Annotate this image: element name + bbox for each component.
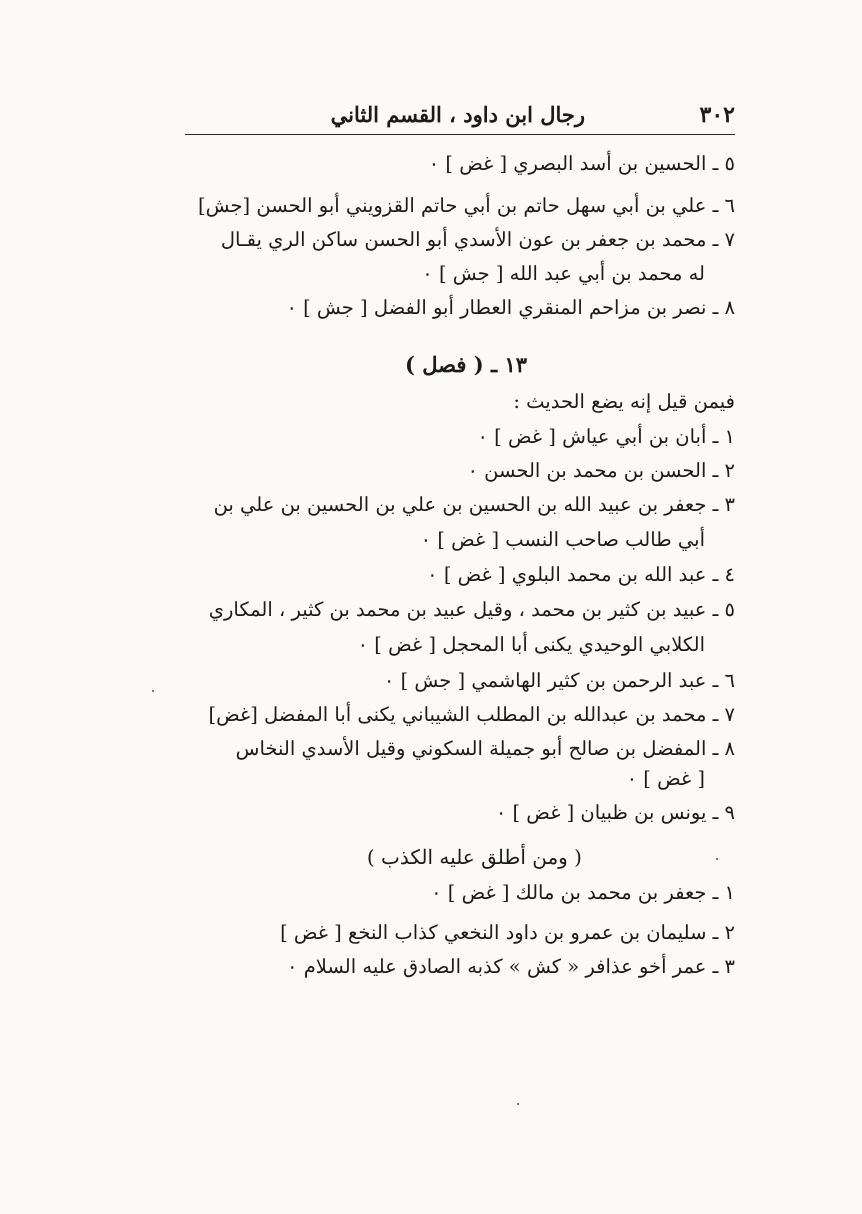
list-item: ٧ ـ محمد بن عبدالله بن المطلب الشيباني يكنى أبا المفضل [غض] [208, 703, 735, 726]
section-heading: ١٣ ـ ( فصل ) [405, 352, 527, 377]
list-item: ٩ ـ يونس بن ظبيان [ غض ] ٠ [495, 801, 735, 824]
paper-speck [152, 690, 154, 692]
page-number: ٣٠٢ [699, 102, 735, 128]
list-item-continuation: أبي طالب صاحب النسب [ غض ] ٠ [420, 528, 705, 551]
running-title: رجال ابن داود ، القسم الثاني [330, 102, 585, 127]
list-item: ٨ ـ نصر بن مزاحم المنقري العطار أبو الفضل [ جش ] ٠ [286, 296, 735, 319]
list-item-continuation: الكلابي الوحيدي يكنى أبا المحجل [ غض ] ٠ [357, 633, 705, 656]
list-item: ٦ ـ عبد الرحمن بن كثير الهاشمي [ جش ] ٠ [383, 669, 735, 692]
section-intro: فيمن قيل إنه يضع الحديث : [513, 390, 735, 413]
list-item: ٣ ـ جعفر بن عبيد الله بن الحسين بن علي بن الحسين بن علي بن [213, 493, 735, 516]
list-item: ٢ ـ سليمان بن عمرو بن داود النخعي كذاب النخع [ غض ] [280, 921, 735, 944]
list-item-continuation: له محمد بن أبي عبد الله [ جش ] ٠ [422, 262, 705, 285]
list-item: ٢ ـ الحسن بن محمد بن الحسن ٠ [467, 459, 735, 482]
paper-speck [716, 858, 718, 860]
header-rule [185, 134, 735, 135]
list-item: ١ ـ جعفر بن محمد بن مالك [ غض ] ٠ [431, 881, 735, 904]
page-header [185, 98, 735, 132]
list-item: ١ ـ أبان بن أبي عياش [ غض ] ٠ [477, 425, 735, 448]
list-item: ٥ ـ عبيد بن كثير بن محمد ، وقيل عبيد بن محمد بن كثير ، المكاري [208, 598, 735, 621]
list-item: ٧ ـ محمد بن جعفر بن عون الأسدي أبو الحسن ساكن الري يقـال [220, 228, 735, 251]
list-item: ٦ ـ علي بن أبي سهل حاتم بن أبي حاتم القزويني أبو الحسن [جش] [198, 194, 735, 217]
subsection-heading: ( ومن أطلق عليه الكذب ) [366, 845, 582, 869]
list-item: ٨ ـ المفضل بن صالح أبو جميلة السكوني وقيل الأسدي النخاس [235, 737, 735, 760]
list-item: ٣ ـ عمر أخو عذافر « كش » كذبه الصادق عليه السلام ٠ [287, 955, 735, 978]
paper-speck [517, 1103, 519, 1105]
list-item: ٤ ـ عبد الله بن محمد البلوي [ غض ] ٠ [427, 563, 735, 586]
list-item-continuation: [ غض ] ٠ [626, 767, 705, 790]
list-item: ٥ ـ الحسين بن أسد البصري [ غض ] ٠ [428, 152, 735, 175]
